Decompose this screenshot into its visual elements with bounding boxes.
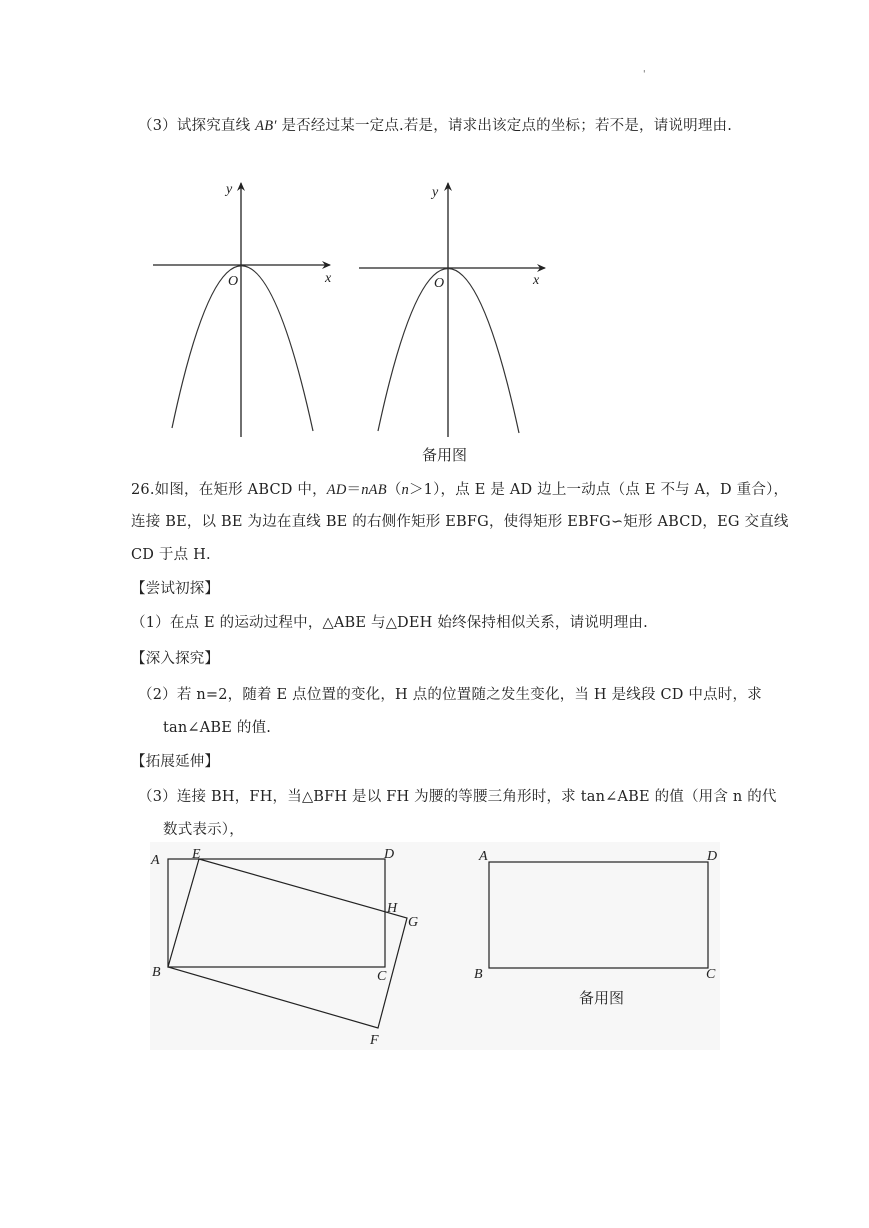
label-B: B [152, 965, 161, 980]
label-C: C [706, 967, 716, 982]
section-heading-try: 【尝试初探】 [131, 581, 220, 597]
label-E: E [192, 847, 201, 862]
section-heading-explore: 【深入探究】 [131, 651, 220, 667]
label-B: B [474, 967, 483, 982]
q26-part3-line1: （3）连接 BH，FH，当△BFH 是以 FH 为腰的等腰三角形时，求 tan∠ABE 的值（用含 n 的代 [138, 789, 777, 805]
label-H: H [387, 901, 398, 916]
origin-label: O [434, 276, 445, 291]
section-heading-extend: 【拓展延伸】 [131, 754, 220, 770]
label-D: D [707, 849, 718, 864]
q26-line3: CD 于点 H. [131, 547, 211, 563]
q26-part1: （1）在点 E 的运动过程中，△ABE 与△DEH 始终保持相似关系，请说明理由. [131, 615, 648, 631]
origin-label: O [228, 274, 239, 289]
q26-line2: 连接 BE，以 BE 为边在直线 BE 的右侧作矩形 EBFG，使得矩形 EBFG∽矩形 ABCD，EG 交直线 [131, 514, 789, 530]
label-A: A [479, 849, 488, 864]
spare-figure-caption: 备用图 [579, 989, 625, 1007]
label-F: F [370, 1033, 379, 1048]
q26-part2-line1: （2）若 n=2，随着 E 点位置的变化，H 点的位置随之发生变化，当 H 是线段 CD 中点时，求 [138, 687, 762, 703]
x-label: x [325, 271, 332, 286]
q26-part2-line2: tan∠ABE 的值. [163, 720, 272, 736]
q26-part3-line2: 数式表示）， [163, 822, 244, 838]
q25-part3: （3）试探究直线 AB′ 是否经过某一定点.若是，请求出该定点的坐标；若不是，请说明理由. [138, 118, 733, 134]
label-D: D [384, 847, 395, 862]
y-label: y [226, 182, 233, 197]
label-A: A [151, 853, 160, 868]
label-C: C [377, 969, 387, 984]
label-G: G [408, 915, 419, 930]
x-label: x [533, 273, 540, 288]
page-mark: ' [643, 70, 646, 80]
figure-background [150, 842, 720, 1050]
spare-figure-caption: 备用图 [422, 446, 468, 464]
q26-intro: 26.如图，在矩形 ABCD 中，AD＝nAB（n＞1），点 E 是 AD 边上一动点（点 E 不与 A，D 重合）， [131, 482, 789, 498]
y-label: y [432, 185, 439, 200]
